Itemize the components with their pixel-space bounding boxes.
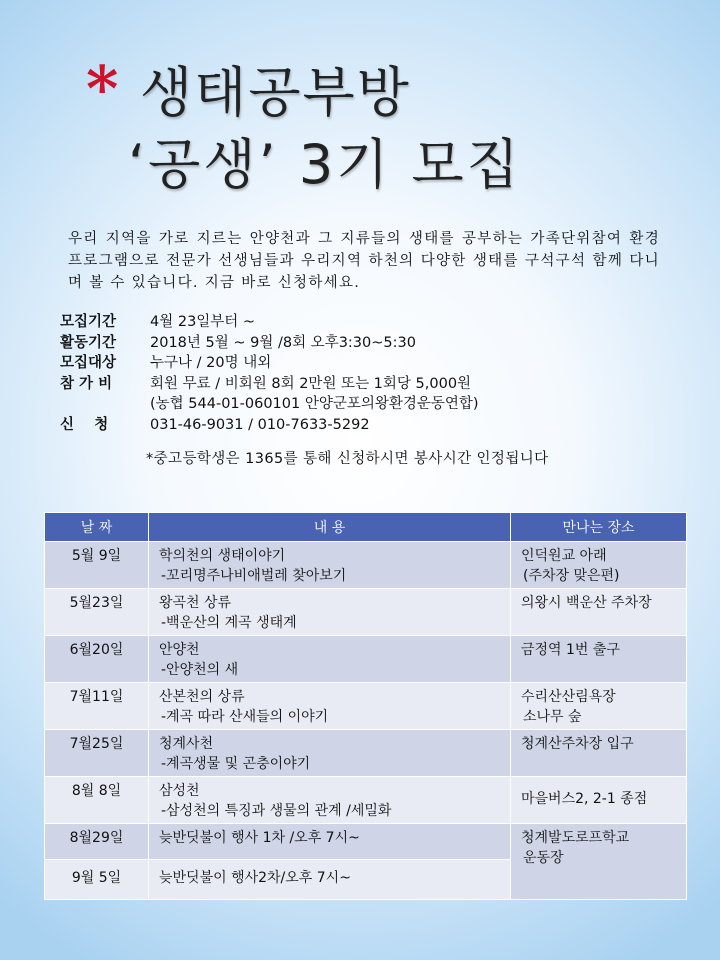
date-cell: 5월 9일 — [45, 542, 149, 589]
date-cell: 5월23일 — [45, 589, 149, 636]
content-detail: -계곡 따라 산새들의 이야기 — [161, 709, 329, 725]
info-row-apply — [60, 415, 700, 436]
info-value: 4월 23일부터 ~ — [150, 314, 256, 330]
table-row — [45, 589, 687, 636]
info-value: 회원 무료 / 비회원 8회 2만원 또는 1회당 5,000원 — [150, 375, 472, 392]
place-cell-merged — [511, 824, 687, 900]
place-line: 금정역 1번 출구 — [521, 642, 620, 658]
header-place: 만나는 장소 — [511, 513, 687, 542]
place-line: 의왕시 백운산 주차장 — [521, 595, 652, 611]
content-detail: -백운산의 계곡 생태계 — [161, 615, 297, 631]
place-line: 마을버스2, 2-1 종점 — [521, 791, 648, 807]
info-row-fee — [60, 374, 700, 395]
info-label: 활동기간 — [60, 334, 117, 351]
table-row — [45, 824, 687, 860]
title-line-2: ‘공생’ 3기 모집 — [128, 133, 522, 196]
place-cell — [511, 683, 687, 730]
info-row-target — [60, 353, 700, 374]
table-row — [45, 542, 687, 589]
info-value: 031-46-9031 / 010-7633-5292 — [150, 416, 370, 433]
info-label: 신 청 — [60, 416, 109, 433]
info-label: 모집대상 — [60, 355, 117, 371]
info-section — [60, 312, 700, 435]
info-label — [60, 394, 150, 415]
date-cell: 7월11일 — [45, 683, 149, 730]
content-cell — [149, 824, 511, 860]
content-detail: -삼성천의 특징과 생물의 관계 /세밀화 — [161, 803, 392, 819]
place-line: 청계산주차장 입구 — [521, 736, 634, 752]
date-cell: 7월25일 — [45, 730, 149, 777]
header-content: 내 용 — [149, 513, 511, 542]
content-detail: -안양천의 새 — [161, 662, 239, 678]
table-row — [45, 683, 687, 730]
intro-paragraph: 우리 지역을 가로 지르는 안양천과 그 지류들의 생태를 공부하는 가족단위참여 환경프로그램으로 전문가 선생님들과 우리지역 하천의 다양한 생태를 구석구석 함께 다니며 볼 수 있습니다. 지금 바로 신청하세요. — [68, 231, 660, 291]
date-cell: 6월20일 — [45, 636, 149, 683]
table-row — [45, 777, 687, 824]
content-detail: -꼬리명주나비애벌레 찾아보기 — [161, 568, 347, 584]
place-line: 청계발도로프학교 — [521, 830, 630, 846]
place-cell — [511, 542, 687, 589]
place-cell — [511, 730, 687, 777]
info-row-account — [60, 394, 700, 415]
content-cell — [149, 777, 511, 824]
content-title: 늦반딧불이 행사2차/오후 7시~ — [159, 870, 351, 886]
info-row-recruit-period — [60, 312, 700, 333]
place-line: 인덕원교 아래 — [521, 548, 607, 564]
volunteer-note: *중고등학생은 1365를 통해 신청하시면 봉사시간 인정됩니다 — [146, 451, 549, 467]
content-cell — [149, 636, 511, 683]
content-title: 왕곡천 상류 — [159, 595, 232, 611]
table-row — [45, 730, 687, 777]
content-title: 학의천의 생태이야기 — [159, 548, 286, 564]
info-value: 누구나 / 20명 내외 — [150, 355, 272, 371]
place-line: 소나무 숲 — [523, 709, 582, 725]
info-row-activity-period — [60, 333, 700, 354]
info-value: (농협 544-01-060101 안양군포의왕환경운동연합) — [150, 396, 479, 412]
table-row — [45, 636, 687, 683]
content-title: 삼성천 — [159, 783, 200, 799]
schedule-table — [44, 512, 687, 900]
title-line-1: 생태공부방 — [140, 61, 411, 124]
place-cell — [511, 589, 687, 636]
content-cell — [149, 860, 511, 900]
info-value: 2018년 5월 ~ 9월 /8회 오후3:30~5:30 — [150, 334, 416, 351]
info-label: 참 가 비 — [60, 375, 113, 392]
date-cell: 8월 8일 — [45, 777, 149, 824]
content-title: 안양천 — [159, 642, 200, 658]
place-cell — [511, 636, 687, 683]
header-date: 날 짜 — [45, 513, 149, 542]
title-star: * — [86, 52, 119, 125]
content-title: 청계사천 — [159, 736, 214, 752]
table-header-row — [45, 513, 687, 542]
place-line: 운동장 — [523, 850, 564, 866]
place-line: 수리산산림욕장 — [521, 689, 616, 705]
content-cell — [149, 542, 511, 589]
content-title: 늦반딧불이 행사 1차 /오후 7시~ — [159, 830, 360, 846]
place-line: (주차장 맞은편) — [523, 568, 620, 584]
date-cell: 8월29일 — [45, 824, 149, 860]
place-cell — [511, 777, 687, 824]
content-detail: -계곡생물 및 곤충이야기 — [161, 756, 311, 772]
info-label: 모집기간 — [60, 314, 117, 330]
content-cell — [149, 589, 511, 636]
date-cell: 9월 5일 — [45, 860, 149, 900]
content-title: 산본천의 상류 — [159, 689, 245, 705]
content-cell — [149, 683, 511, 730]
content-cell — [149, 730, 511, 777]
